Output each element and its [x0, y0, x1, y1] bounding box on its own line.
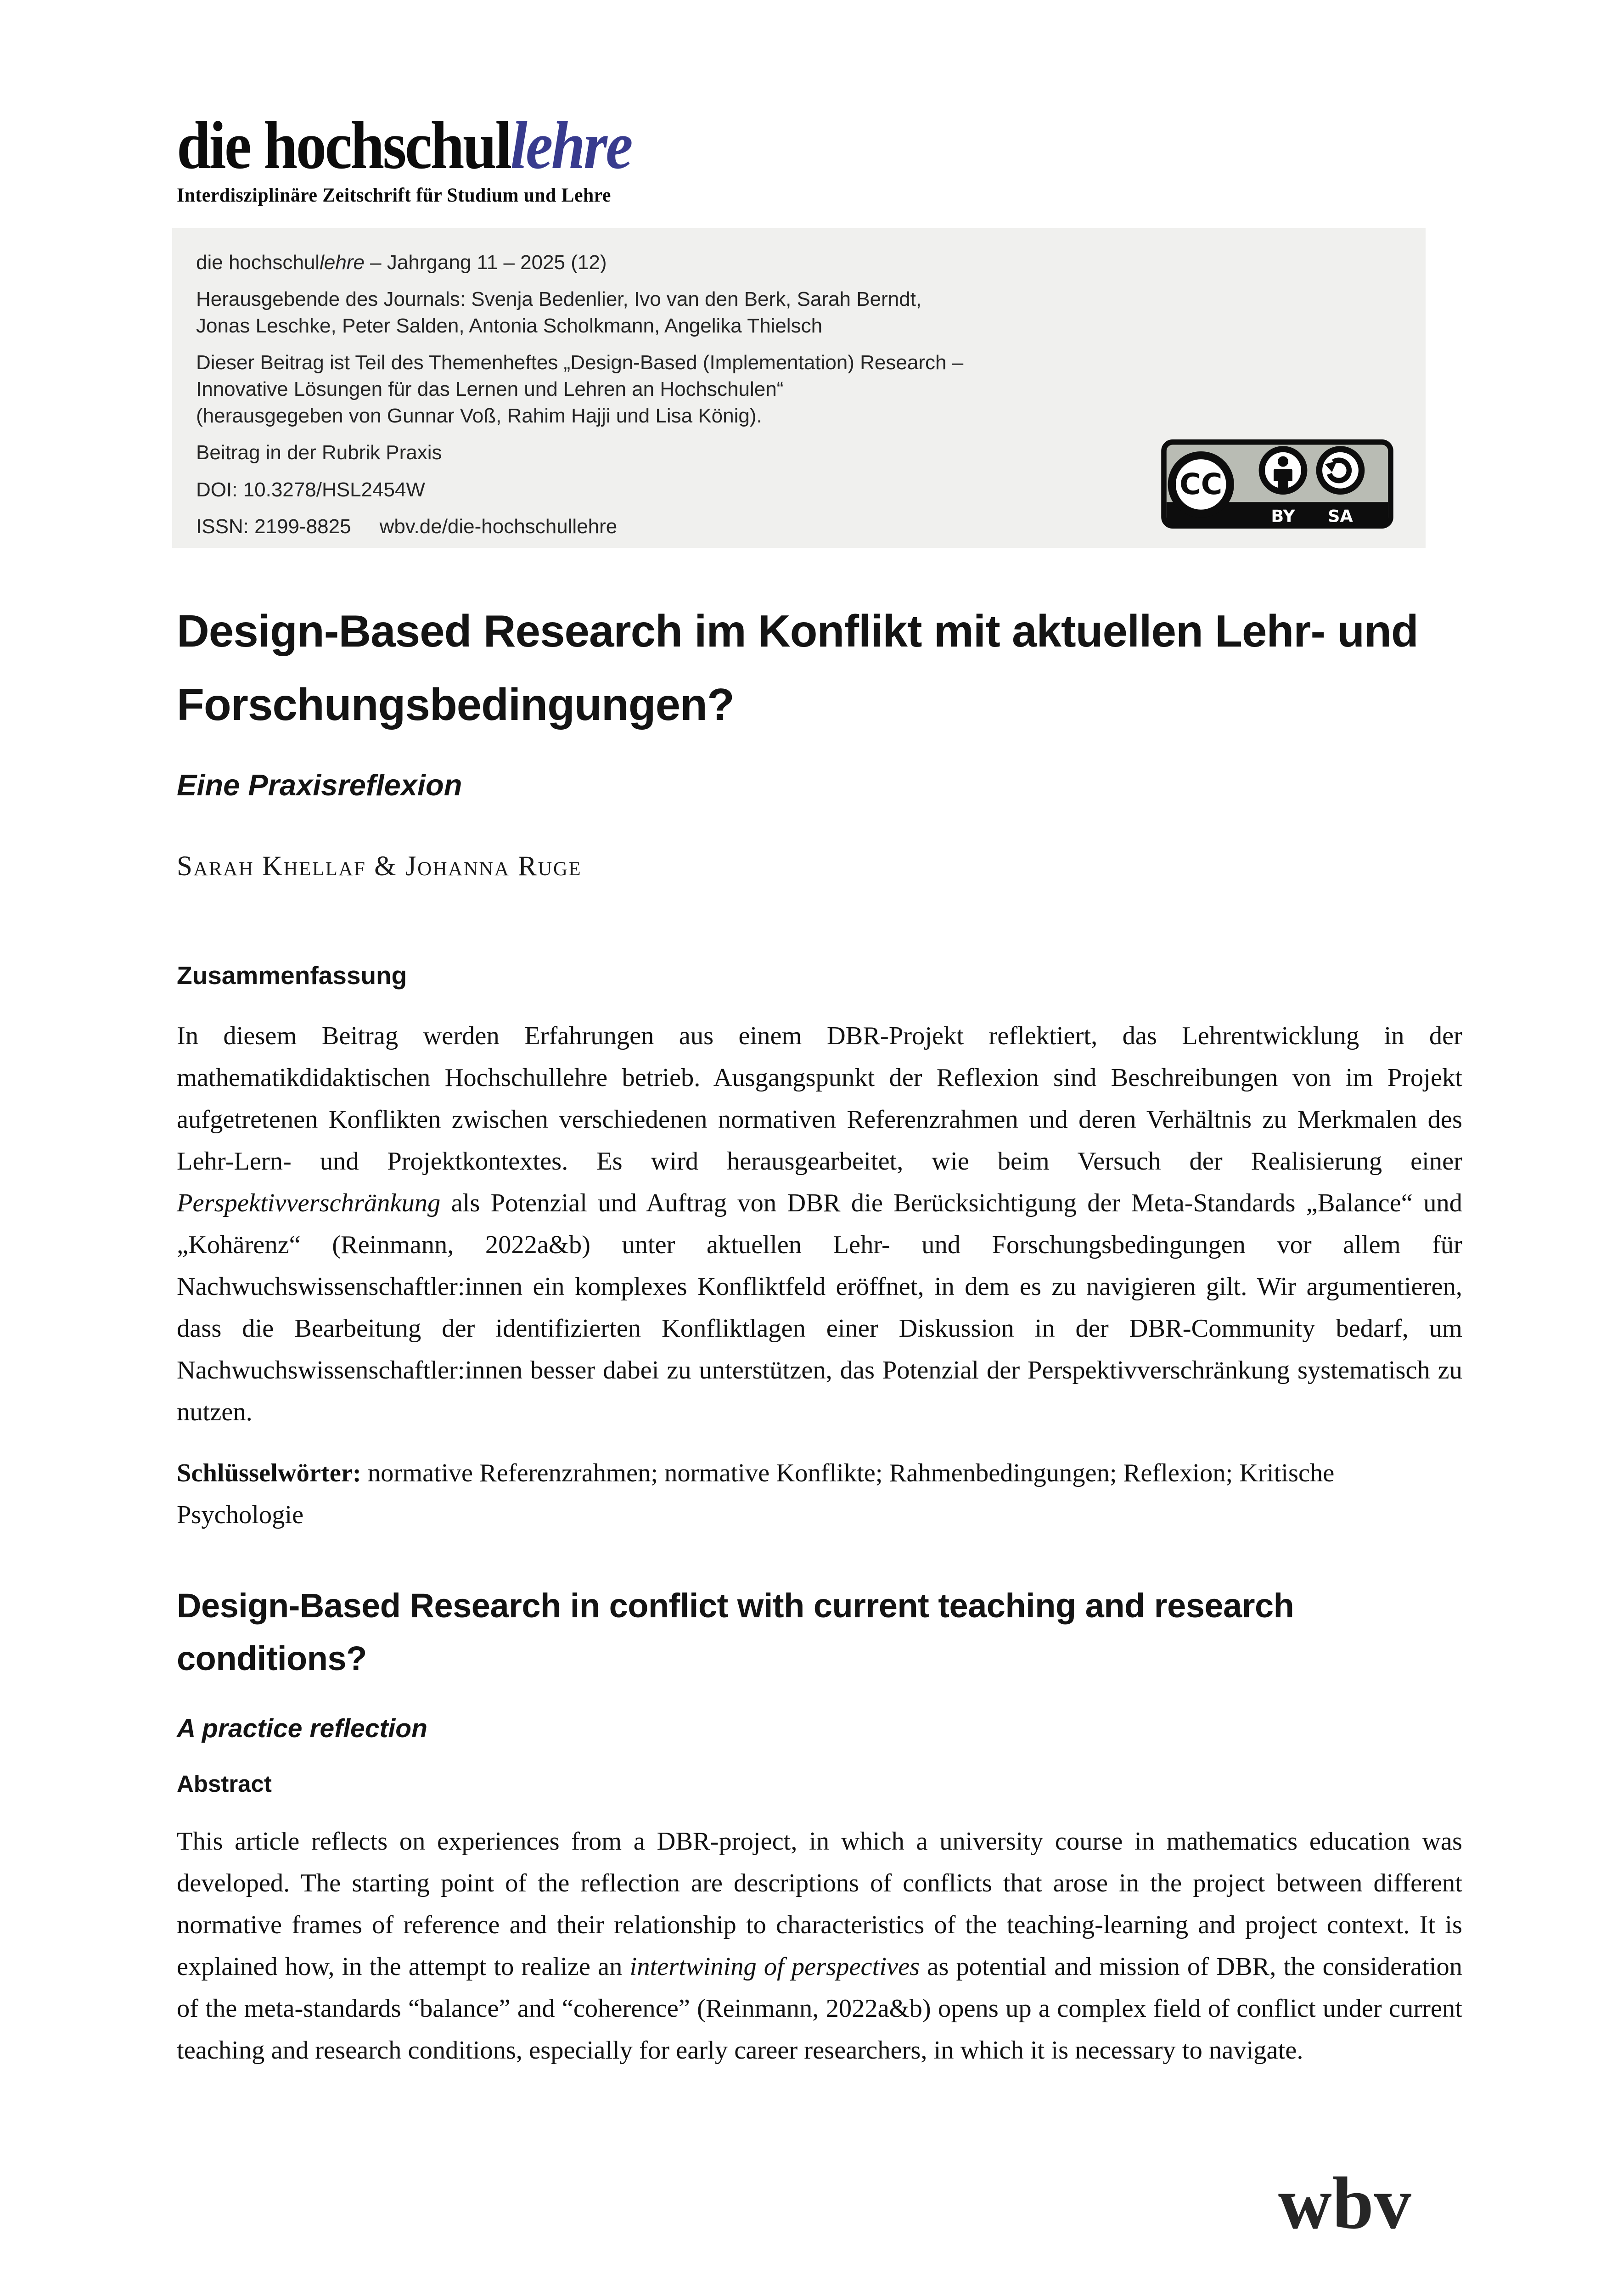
publication-info-box [172, 228, 1426, 548]
text-segment: This article reflects on experiences from a DBR-project, in which a university course in mathematics education was developed. The starting point of the reflection are descriptions of conflicts that arose in the project between different normative frames of reference and their relationship to characteristics of the teaching-learning and project context. It is explained how, in the attempt to realize an [177, 1827, 1462, 1981]
text-segment: normative Referenzrahmen; normative Konflikte; Rahmenbedingungen; Reflexion; Kritische Psychologie [177, 1459, 1335, 1529]
special-issue-note-line-3: (herausgegeben von Gunnar Voß, Rahim Hajji und Lisa König). [196, 405, 762, 428]
journal-editors-line-2: Jonas Leschke, Peter Salden, Antonia Scholkmann, Angelika Thielsch [196, 315, 823, 338]
abstract-en-text [177, 1821, 1462, 2071]
cc-label: CC [1179, 467, 1223, 501]
rubric-line: Beitrag in der Rubrik Praxis [196, 441, 442, 464]
article-header-content [177, 595, 1462, 2071]
article-title-de [177, 595, 1462, 741]
abstract-de-heading: Zusammenfassung [177, 961, 407, 990]
article-title-en-line-2: conditions? [177, 1639, 367, 1677]
issn-value: ISSN: 2199-8825 [196, 515, 351, 538]
journal-logo [177, 108, 631, 183]
journal-issue-line [196, 249, 1402, 276]
journal-logo-accent-part: lehre [510, 108, 631, 183]
text-segment: lehre [320, 251, 365, 274]
cc-circle-icon [1172, 456, 1230, 514]
sa-label: SA [1328, 506, 1353, 526]
journal-tagline: Interdisziplinäre Zeitschrift für Studium und Lehre [177, 185, 611, 206]
by-person-icon [1262, 449, 1304, 491]
abstract-de-text [177, 1015, 1462, 1433]
journal-logo-black-part: die hochschul [177, 108, 511, 183]
text-segment: Perspektivverschränkung [177, 1189, 441, 1218]
text-segment: as potential and mission of DBR, the consideration of the meta-standards “balance” and “coherence” (Reinmann, 2022a&b) opens up a complex field of conflict under current teaching and research conditions, especially for early career researchers, in which it is necessary to navigate. [177, 1953, 1462, 2065]
article-title-en [177, 1580, 1462, 1685]
journal-masthead [177, 108, 682, 207]
publisher-logo-wbv: wbv [1278, 2162, 1412, 2245]
journal-editors-line-1: Herausgebende des Journals: Svenja Bedenlier, Ivo van den Berk, Sarah Berndt, [196, 288, 922, 311]
text-segment: als Potenzial und Auftrag von DBR die Berücksichtigung der Meta-Standards „Balance“ und „Kohärenz“ (Reinmann, 2022a&b) unter aktuellen Lehr- und Forschungsbedingungen vor allem für Nachwuchswissenschaftler:innen ein komplexes Konfliktfeld eröffnet, in dem es zu navigieren gilt. Wir argumentieren, dass die Bearbeitung der identifizierten Konfliktlagen einer Diskussion in der DBR-Community bedarf, um Nachwuchswissenschaftler:innen besser dabei zu unterstützen, das Potenzial der Perspektivverschränkung systematisch zu nutzen. [177, 1189, 1462, 1427]
article-authors: Sarah Khellaf & Johanna Ruge [177, 851, 582, 882]
cc-by-sa-license-badge[interactable] [1160, 439, 1394, 529]
doi-line[interactable]: DOI: 10.3278/HSL2454W [196, 478, 425, 501]
text-segment: – Jahrgang 11 – 2025 (12) [364, 251, 607, 274]
journal-editors [196, 286, 1402, 339]
article-subtitle-en: A practice reflection [177, 1714, 427, 1744]
article-title-de-line-1: Design-Based Research im Konflikt mit aktuellen Lehr- und [177, 606, 1418, 656]
journal-website-link[interactable]: wbv.de/die-hochschullehre [379, 515, 618, 538]
special-issue-note-line-2: Innovative Lösungen für das Lernen und Lehren an Hochschulen“ [196, 378, 784, 401]
text-segment: Schlüsselwörter: [177, 1459, 361, 1487]
abstract-en-heading: Abstract [177, 1771, 272, 1797]
by-label: BY [1271, 506, 1295, 526]
special-issue-note [196, 349, 1402, 429]
article-subtitle-de: Eine Praxisreflexion [177, 768, 462, 802]
keywords-de [177, 1452, 1462, 1536]
article-title-en-line-1: Design-Based Research in conflict with current teaching and research [177, 1586, 1294, 1625]
article-title-de-line-2: Forschungsbedingungen? [177, 679, 734, 730]
special-issue-note-line-1: Dieser Beitrag ist Teil des Themenheftes „Design-Based (Implementation) Research – [196, 351, 964, 374]
text-segment: die hochschul [196, 251, 320, 274]
text-segment: In diesem Beitrag werden Erfahrungen aus einem DBR-Projekt reflektiert, das Lehrentwicklung in der mathematikdidaktischen Hochschullehre betrieb. Ausgangspunkt der Reflexion sind Beschreibungen von im Projekt aufgetretenen Konflikten zwischen verschiedenen normativen Referenzrahmen und deren Verhältnis zu Merkmalen des Lehr-Lern- und Projektkontextes. Es wird herausgearbeitet, wie beim Versuch der Realisierung einer [177, 1022, 1462, 1176]
text-segment: intertwining of perspectives [629, 1953, 920, 1981]
sa-arrow-icon [1319, 449, 1361, 491]
